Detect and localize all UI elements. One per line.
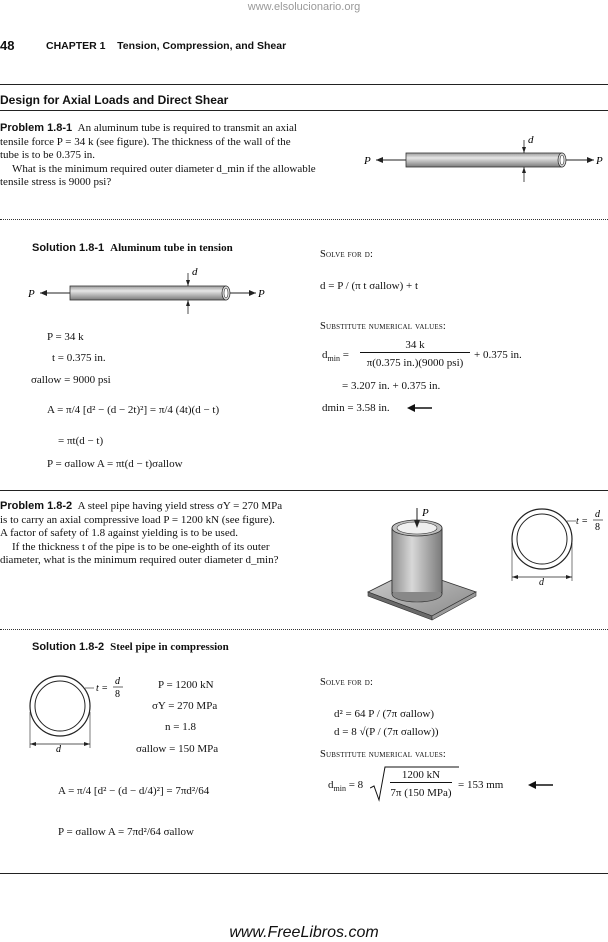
problem-line: An aluminum tube is required to transmit an axial <box>77 122 297 134</box>
problem-line: diameter, what is the minimum required outer diameter d_min? <box>0 554 279 567</box>
problem-line: A steel pipe having yield stress σY = 270 MPa <box>77 500 283 512</box>
problem-line: tensile stress is 9000 psi? <box>0 176 112 189</box>
chapter-title: CHAPTER 1 Tension, Compression, and Shear <box>46 40 287 52</box>
dmin-label: $d_{min}$ = <box>322 349 349 364</box>
problem-line: tensile force P = 34 k (see figure). The thickness of the wall of the <box>0 135 291 148</box>
thickness-label: t = <box>576 516 589 527</box>
thickness-fraction-num: d <box>115 676 120 687</box>
problem-label: Problem 1.8-2 <box>0 500 73 512</box>
pipe-cross-section-1 <box>504 503 608 589</box>
fraction-numerator: 1200 kN <box>390 769 452 783</box>
diameter-label: d <box>528 134 534 146</box>
problem-label: Problem 1.8-1 <box>0 122 73 134</box>
pipe-cross-section-2 <box>22 672 132 756</box>
thickness-fraction-den: 8 <box>115 689 120 700</box>
final-result: = 153 mm <box>458 779 504 791</box>
diameter-label: d <box>539 577 544 588</box>
force-label: P <box>422 507 429 519</box>
force-equation: P = σallow A = πt(d − t)σallow <box>47 458 183 470</box>
watermark-top: www.elsolucionario.org <box>247 1 361 13</box>
solution-title-text: Steel pipe in compression <box>110 641 229 653</box>
solve-equation: d = P / (π t σallow) + t <box>320 280 419 292</box>
diameter-label: d <box>192 266 198 278</box>
given-t: t = 0.375 in. <box>52 352 106 364</box>
section-rule <box>0 873 608 874</box>
problem-line: If the thickness t of the pipe is to be one-eighth of its outer <box>12 540 270 553</box>
solution-label: Solution 1.8-1 <box>32 242 105 254</box>
problem-line: What is the minimum required outer diameter d_min if the allowable <box>12 162 316 175</box>
given-P: P = 1200 kN <box>158 679 214 691</box>
thickness-label: t = <box>96 683 109 694</box>
area-equation-simplified: = πt(d − t) <box>58 435 104 447</box>
section-rule <box>0 110 608 111</box>
given-sigma-allow: σallow = 150 MPa <box>136 743 219 755</box>
problem-line: tube is to be 0.375 in. <box>0 149 96 162</box>
force-label-left: P <box>364 155 371 167</box>
force-equation: P = σallow A = 7πd²/64 σallow <box>58 826 194 838</box>
given-n: n = 1.8 <box>165 721 196 733</box>
arrow-left-icon <box>528 779 554 791</box>
tube-figure-1 <box>358 128 608 198</box>
watermark-bottom: www.FreeLibros.com <box>229 924 379 941</box>
fraction-denominator: π(0.375 in.)(9000 psi) <box>366 357 464 369</box>
plus-thickness: + 0.375 in. <box>474 349 522 361</box>
substitute-heading: Substitute numerical values: <box>320 321 447 332</box>
solution-1-8-1-title <box>32 242 233 254</box>
solution-title-text: Aluminum tube in tension <box>110 242 233 254</box>
given-P: P = 34 k <box>47 331 84 343</box>
divider-dotted <box>0 219 608 220</box>
final-result: dmin = 3.58 in. <box>322 402 390 414</box>
problem-line: A factor of safety of 1.8 against yielding is to be used. <box>0 527 238 540</box>
intermediate-result: = 3.207 in. + 0.375 in. <box>342 380 441 392</box>
diameter-label: d <box>56 744 61 755</box>
section-title: Design for Axial Loads and Direct Shear <box>0 93 229 107</box>
pipe-compression-figure <box>340 500 480 625</box>
force-label-right: P <box>258 288 265 300</box>
given-sigma-allow: σallow = 9000 psi <box>31 374 111 386</box>
fraction-numerator: 34 k <box>360 339 470 353</box>
given-sigma-Y: σY = 270 MPa <box>152 700 218 712</box>
solution-1-8-2-title <box>32 641 229 653</box>
dmin-label: $d_{min} = 8$ <box>328 779 364 794</box>
substitute-heading: Substitute numerical values: <box>320 749 447 760</box>
solution-label: Solution 1.8-2 <box>32 641 105 653</box>
force-label-left: P <box>28 288 35 300</box>
section-rule <box>0 490 608 491</box>
problem-1-8-1-text <box>0 122 352 190</box>
divider-dotted <box>0 629 608 630</box>
problem-line: is to carry an axial compressive load P = 1200 kN (see figure). <box>0 513 275 526</box>
thickness-fraction-den: 8 <box>595 522 600 533</box>
solve-for-heading: Solve for d: <box>320 249 374 260</box>
force-label-right: P <box>596 155 603 167</box>
arrow-left-icon <box>407 402 433 414</box>
solve-for-heading: Solve for d: <box>320 677 374 688</box>
solve-equation-d-squared: d² = 64 P / (7π σallow) <box>334 708 435 720</box>
page-number: 48 <box>0 38 15 53</box>
tube-figure-2 <box>26 262 271 322</box>
fraction-denominator: 7π (150 MPa) <box>390 787 452 799</box>
header-rule <box>0 84 608 85</box>
area-equation: A = π/4 [d² − (d − d/4)²] = 7πd²/64 <box>58 785 210 797</box>
thickness-fraction-num: d <box>595 509 600 520</box>
solve-equation-d: d = 8 √(P / (7π σallow)) <box>334 726 439 738</box>
problem-1-8-2-text <box>0 500 320 568</box>
area-equation: A = π/4 [d² − (d − 2t)²] = π/4 (4t)(d − t) <box>47 404 220 416</box>
